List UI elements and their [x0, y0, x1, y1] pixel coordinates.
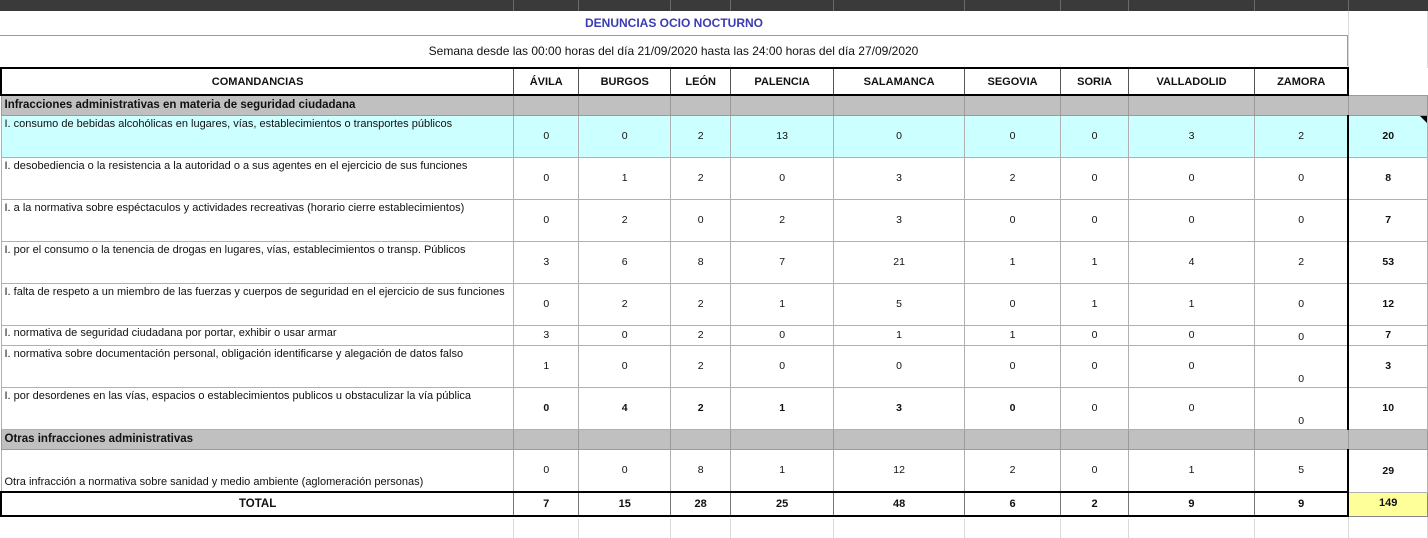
cell[interactable]: 0 — [965, 199, 1061, 241]
cell[interactable]: 1 — [731, 449, 834, 492]
cell[interactable]: 2 — [579, 283, 671, 325]
cell[interactable]: 6 — [579, 241, 671, 283]
table-row — [1, 115, 1428, 157]
row-label[interactable]: I. normativa sobre documentación personal, obligación identificarse y alegación de datos falso — [1, 345, 514, 387]
cell[interactable]: 0 — [1254, 199, 1348, 241]
cell[interactable]: 0 — [1129, 199, 1255, 241]
row-label[interactable]: I. falta de respeto a un miembro de las fuerzas y cuerpos de seguridad en el ejercicio de sus funciones — [1, 283, 514, 325]
cell[interactable]: 1 — [834, 325, 965, 345]
cell[interactable]: 0 — [731, 325, 834, 345]
row-label[interactable]: I. a la normativa sobre espéctaculos y actividades recreativas (horario cierre establecimientos) — [1, 199, 514, 241]
cell[interactable]: 21 — [834, 241, 965, 283]
cell[interactable]: 5 — [1254, 449, 1348, 492]
cell[interactable]: 2 — [671, 325, 731, 345]
column-header-comandancias[interactable]: COMANDANCIAS — [1, 68, 514, 95]
cell[interactable]: 2 — [671, 345, 731, 387]
cell[interactable]: 0 — [965, 115, 1061, 157]
cell[interactable]: 0 — [514, 199, 579, 241]
table-row — [1, 449, 1428, 492]
cell[interactable]: 0 — [1061, 115, 1129, 157]
total-cell[interactable]: 6 — [965, 492, 1061, 516]
column-header-segovia[interactable]: SEGOVIA — [965, 68, 1061, 95]
cell[interactable]: 3 — [834, 387, 965, 429]
cell[interactable]: 2 — [1254, 241, 1348, 283]
row-label[interactable]: Otra infracción a normativa sobre sanidad y medio ambiente (aglomeración personas) — [1, 449, 514, 492]
cell[interactable]: 0 — [965, 283, 1061, 325]
section-title[interactable]: Infracciones administrativas en materia de seguridad ciudadana — [1, 95, 514, 115]
cell[interactable]: 0 — [579, 115, 671, 157]
report-title: DENUNCIAS OCIO NOCTURNO — [584, 16, 763, 30]
cell[interactable]: 0 — [579, 345, 671, 387]
grand-total-cell[interactable]: 149 — [1348, 492, 1427, 516]
row-label[interactable]: I. normativa de seguridad ciudadana por portar, exhibir o usar armar — [1, 325, 514, 345]
report-subtitle: Semana desde las 00:00 horas del día 21/09/2020 hasta las 24:00 horas del día 27/09/2020 — [0, 35, 1348, 66]
section-row — [1, 95, 1428, 115]
cell[interactable]: 0 — [579, 325, 671, 345]
cell[interactable]: 2 — [965, 449, 1061, 492]
cell[interactable]: 0 — [731, 345, 834, 387]
row-total[interactable]: 12 — [1348, 283, 1427, 325]
cell[interactable]: 0 — [1254, 283, 1348, 325]
cell[interactable]: 4 — [579, 387, 671, 429]
cell[interactable]: 0 — [514, 387, 579, 429]
cell[interactable]: 0 — [514, 157, 579, 199]
cell[interactable]: 4 — [1129, 241, 1255, 283]
table-row — [1, 345, 1428, 387]
cell[interactable]: 1 — [731, 387, 834, 429]
cell[interactable]: 0 — [834, 115, 965, 157]
cell[interactable]: 0 — [1129, 387, 1255, 429]
comment-indicator-icon — [1420, 116, 1427, 123]
cell[interactable]: 2 — [1254, 115, 1348, 157]
cell[interactable]: 0 — [1061, 325, 1129, 345]
row-total[interactable]: 7 — [1348, 325, 1427, 345]
cell[interactable]: 0 — [1061, 199, 1129, 241]
cell[interactable]: 8 — [671, 241, 731, 283]
cell[interactable]: 0 — [671, 199, 731, 241]
cell[interactable]: 5 — [834, 283, 965, 325]
cell[interactable]: 0 — [731, 157, 834, 199]
cell[interactable]: 0 — [514, 449, 579, 492]
cell[interactable]: 1 — [1129, 283, 1255, 325]
total-label[interactable]: TOTAL — [1, 492, 514, 516]
total-cell[interactable]: 28 — [671, 492, 731, 516]
table-row — [1, 387, 1428, 429]
column-header-zamora[interactable]: ZAMORA — [1254, 68, 1348, 95]
total-cell[interactable]: 9 — [1254, 492, 1348, 516]
table-row — [1, 241, 1428, 283]
row-total[interactable]: 10 — [1348, 387, 1427, 429]
column-header-soria[interactable]: SORIA — [1061, 68, 1129, 95]
row-total[interactable]: 3 — [1348, 345, 1427, 387]
cell[interactable]: 13 — [731, 115, 834, 157]
cell[interactable]: 1 — [579, 157, 671, 199]
section-title[interactable]: Otras infracciones administrativas — [1, 429, 514, 449]
cell[interactable]: 0 — [1129, 345, 1255, 387]
cell[interactable]: 0 — [1129, 325, 1255, 345]
cell[interactable]: 0 — [514, 283, 579, 325]
cell[interactable]: 3 — [1129, 115, 1255, 157]
denuncias-table — [0, 67, 1428, 517]
cell[interactable]: 0 — [1061, 345, 1129, 387]
cell[interactable]: 0 — [1061, 449, 1129, 492]
cell[interactable]: 0 — [1254, 387, 1348, 429]
cell[interactable]: 0 — [965, 387, 1061, 429]
cell[interactable]: 2 — [579, 199, 671, 241]
total-cell[interactable]: 2 — [1061, 492, 1129, 516]
table-row — [1, 283, 1428, 325]
cell[interactable]: 0 — [965, 345, 1061, 387]
empty-cell[interactable] — [1348, 68, 1427, 95]
cell[interactable]: 0 — [1061, 157, 1129, 199]
column-header-salamanca[interactable]: SALAMANCA — [834, 68, 965, 95]
cell[interactable]: 1 — [731, 283, 834, 325]
total-cell[interactable]: 48 — [834, 492, 965, 516]
row-total[interactable]: 29 — [1348, 449, 1427, 492]
cell[interactable]: 1 — [1061, 241, 1129, 283]
column-header-valladolid[interactable]: VALLADOLID — [1129, 68, 1255, 95]
cell[interactable]: 12 — [834, 449, 965, 492]
cell[interactable]: 0 — [1129, 157, 1255, 199]
spreadsheet-header-bar — [0, 0, 1428, 11]
column-header-burgos[interactable]: BURGOS — [579, 68, 671, 95]
cell[interactable]: 3 — [514, 325, 579, 345]
row-total[interactable]: 8 — [1348, 157, 1427, 199]
cell[interactable]: 2 — [671, 115, 731, 157]
cell[interactable]: 0 — [1254, 345, 1348, 387]
row-label[interactable]: I. por el consumo o la tenencia de drogas en lugares, vías, establecimientos o transp. Públicos — [1, 241, 514, 283]
cell[interactable]: 3 — [834, 157, 965, 199]
column-header-palencia[interactable]: PALENCIA — [731, 68, 834, 95]
section-row — [1, 429, 1428, 449]
cell[interactable]: 2 — [731, 199, 834, 241]
total-row — [1, 492, 1428, 516]
cell[interactable]: 7 — [731, 241, 834, 283]
cell[interactable]: 1 — [514, 345, 579, 387]
table-row — [1, 325, 1428, 345]
cell[interactable]: 3 — [834, 199, 965, 241]
cell[interactable]: 0 — [514, 115, 579, 157]
row-total[interactable]: 53 — [1348, 241, 1427, 283]
cell[interactable]: 1 — [965, 325, 1061, 345]
cell[interactable]: 1 — [1061, 283, 1129, 325]
row-label[interactable]: I. consumo de bebidas alcohólicas en lugares, vías, establecimientos o transportes públicos — [1, 115, 514, 157]
total-cell[interactable]: 15 — [579, 492, 671, 516]
cell[interactable]: 2 — [965, 157, 1061, 199]
cell[interactable]: 0 — [1254, 157, 1348, 199]
row-total[interactable]: 20 — [1348, 115, 1427, 157]
cell[interactable]: 0 — [1061, 387, 1129, 429]
row-total[interactable]: 7 — [1348, 199, 1427, 241]
column-header-leon[interactable]: LEÓN — [671, 68, 731, 95]
cell[interactable]: 2 — [671, 283, 731, 325]
total-cell[interactable]: 25 — [731, 492, 834, 516]
total-cell[interactable]: 7 — [514, 492, 579, 516]
header-row — [1, 68, 1428, 95]
column-header-avila[interactable]: ÁVILA — [514, 68, 579, 95]
cell[interactable]: 3 — [514, 241, 579, 283]
table-row — [1, 157, 1428, 199]
row-label[interactable]: I. por desordenes en las vías, espacios o establecimientos publicos u obstaculizar la vía pública — [1, 387, 514, 429]
cell[interactable]: 0 — [579, 449, 671, 492]
cell[interactable]: 0 — [834, 345, 965, 387]
cell[interactable]: 1 — [1129, 449, 1255, 492]
cell[interactable]: 2 — [671, 387, 731, 429]
table-row — [1, 199, 1428, 241]
cell[interactable]: 1 — [965, 241, 1061, 283]
cell[interactable]: 2 — [671, 157, 731, 199]
cell[interactable]: 0 — [1254, 325, 1348, 345]
total-cell[interactable]: 9 — [1129, 492, 1255, 516]
cell[interactable]: 8 — [671, 449, 731, 492]
row-label[interactable]: I. desobediencia o la resistencia a la autoridad o a sus agentes en el ejercicio de sus funciones — [1, 157, 514, 199]
